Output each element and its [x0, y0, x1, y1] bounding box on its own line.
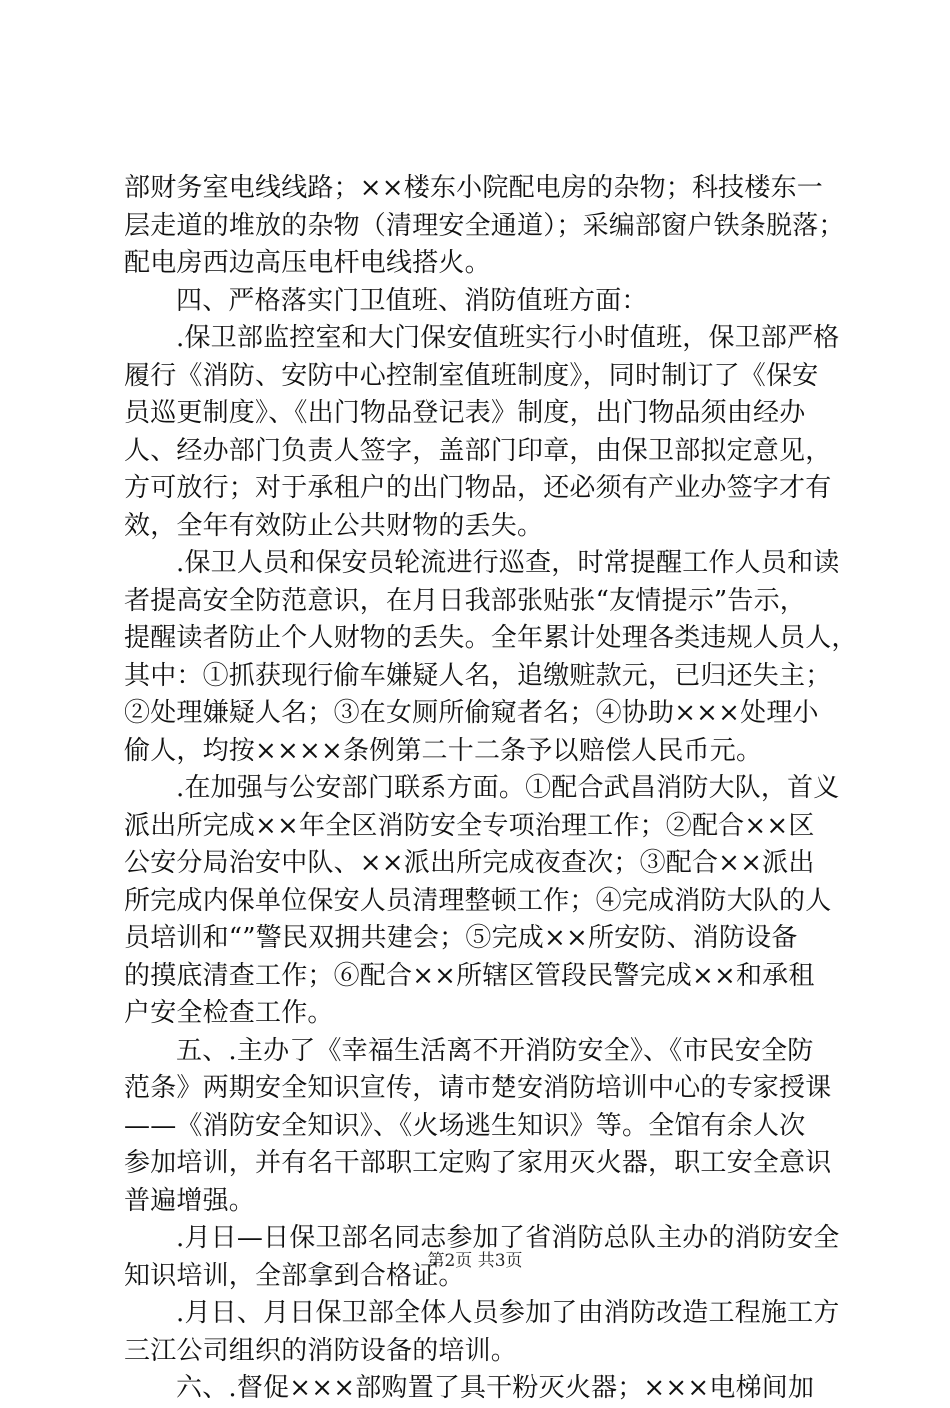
text-line: 所完成内保单位保安人员清理整顿工作；④完成消防大队的人 — [124, 885, 832, 916]
section-heading: 五、.主办了《幸福生活离不开消防安全》、《市民安全防 — [176, 1035, 814, 1066]
text-line: 知识培训，全部拿到合格证。 — [124, 1260, 465, 1291]
text-line: 员巡更制度》、《出门物品登记表》制度，出门物品须由经办 — [124, 398, 806, 428]
text-line: 层走道的堆放的杂物（清理安全通道）；采编部窗户铁条脱落； — [124, 210, 845, 241]
text-line: 范条》两期安全知识宣传，请市楚安消防培训中心的专家授课 — [124, 1073, 832, 1103]
page-number-footer: 第2页 共3页 — [427, 1251, 523, 1271]
text-line: 派出所完成××年全区消防安全专项治理工作；②配合××区 — [124, 810, 815, 841]
text-line: .月日—日保卫部名同志参加了省消防总队主办的消防安全 — [176, 1223, 840, 1253]
section-heading: 六、.督促×××部购置了具干粉灭火器；×××电梯间加 — [176, 1373, 815, 1403]
text-line: 普遍增强。 — [124, 1185, 256, 1216]
text-line: 参加培训，并有名干部职工定购了家用灭火器，职工安全意识 — [124, 1148, 832, 1178]
text-line: .保卫人员和保安员轮流进行巡查，时常提醒工作人员和读 — [176, 548, 840, 578]
text-line: 的摸底清查工作；⑥配合××所辖区管段民警完成××和承租 — [124, 960, 815, 991]
text-line: 户安全检查工作。 — [124, 998, 334, 1028]
text-line: 履行《消防、安防中心控制室值班制度》，同时制订了《保安 — [124, 360, 819, 391]
document-body — [124, 170, 858, 1408]
text-line: 方可放行；对于承租户的出门物品，还必须有产业办签字才有 — [124, 473, 832, 503]
text-line: 者提高安全防范意识，在月日我部张贴张“友情提示”告示， — [124, 585, 806, 616]
text-line: 偷人，均按××××条例第二十二条予以赔偿人民币元。 — [124, 735, 763, 766]
text-line: ②处理嫌疑人名；③在女厕所偷窥者名；④协助×××处理小 — [124, 698, 819, 728]
text-line: 提醒读者防止个人财物的丢失。全年累计处理各类违规人员人， — [124, 623, 858, 653]
section-heading: 四、严格落实门卫值班、消防值班方面： — [176, 285, 648, 316]
text-line: 公安分局治安中队、××派出所完成夜查次；③配合××派出 — [124, 848, 815, 878]
text-line: .保卫部监控室和大门保安值班实行小时值班，保卫部严格 — [176, 323, 840, 353]
text-line: 其中：①抓获现行偷车嫌疑人名，追缴赃款元，已归还失主； — [124, 660, 832, 691]
text-line: 部财务室电线线路；××楼东小院配电房的杂物；科技楼东一 — [124, 173, 823, 203]
text-line: .月日、月日保卫部全体人员参加了由消防改造工程施工方 — [176, 1298, 840, 1328]
text-line: ——《消防安全知识》、《火场逃生知识》等。全馆有余人次 — [124, 1110, 806, 1141]
text-line: 员培训和“”警民双拥共建会；⑤完成××所安防、消防设备 — [124, 923, 798, 953]
text-line: 人、经办部门负责人签字，盖部门印章，由保卫部拟定意见， — [124, 435, 832, 466]
text-line: 效，全年有效防止公共财物的丢失。 — [124, 510, 544, 541]
text-line: .在加强与公安部门联系方面。①配合武昌消防大队，首义 — [176, 773, 840, 803]
text-line: 三江公司组织的消防设备的培训。 — [124, 1335, 518, 1366]
text-line: 配电房西边高压电杆电线搭火。 — [124, 248, 491, 278]
